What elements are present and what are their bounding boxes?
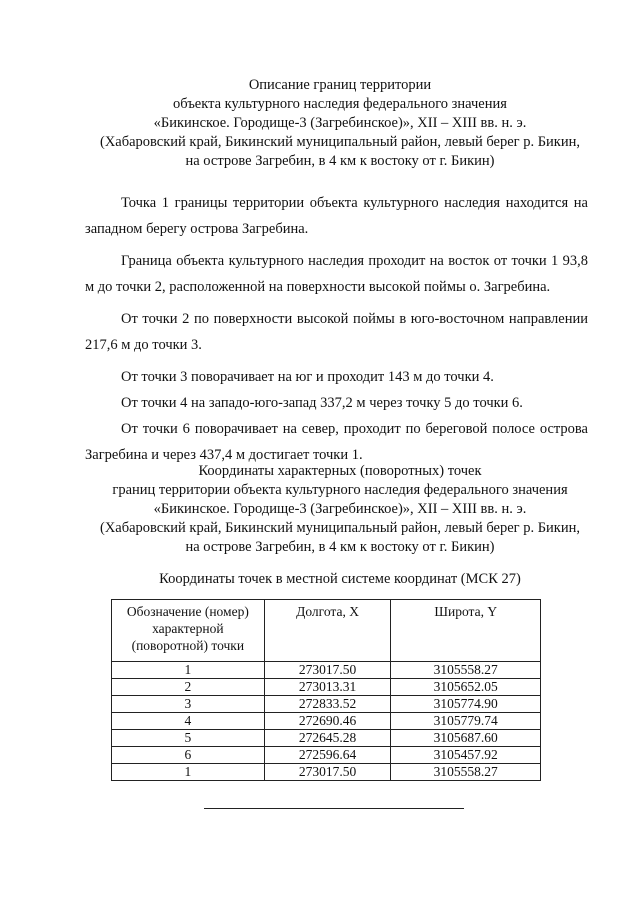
header-line: (поворотной) точки (131, 638, 245, 653)
point-cell: 2 (112, 679, 265, 696)
header-line: Обозначение (номер) (126, 604, 249, 619)
latitude-cell: 3105457.92 (391, 747, 541, 764)
latitude-cell: 3105779.74 (391, 713, 541, 730)
boundary-description (85, 190, 588, 468)
header-line: характерной (152, 621, 224, 636)
description-paragraph-2: Граница объекта культурного наследия проходит на восток от точки 1 93,8 м до точки 2, расположенной на поверхности высокой поймы о. Загребина. (85, 253, 588, 295)
longitude-cell: 273013.31 (264, 679, 391, 696)
coordinates-table (111, 599, 541, 781)
heading-line: Описание границ территории (248, 77, 432, 93)
heading-line: на острове Загребин, в 4 км к востоку от г. Бикин) (185, 539, 495, 555)
heading-line: на острове Загребин, в 4 км к востоку от г. Бикин) (185, 153, 495, 169)
longitude-cell: 272833.52 (264, 696, 391, 713)
longitude-cell: 273017.50 (264, 662, 391, 679)
table-row (112, 730, 541, 747)
longitude-cell: 272690.46 (264, 713, 391, 730)
heading-line: (Хабаровский край, Бикинский муниципальный район, левый берег р. Бикин, (100, 134, 580, 150)
latitude-cell: 3105774.90 (391, 696, 541, 713)
coordinates-heading (60, 462, 620, 557)
heading-line: «Бикинское. Городище-3 (Загребинское)», XII – XIII вв. н. э. (153, 115, 527, 131)
table-row (112, 696, 541, 713)
point-column-header (112, 600, 265, 662)
point-cell: 4 (112, 713, 265, 730)
description-heading (60, 76, 620, 171)
heading-line: Координаты характерных (поворотных) точек (198, 463, 482, 479)
description-paragraph-4: От точки 3 поворачивает на юг и проходит 143 м до точки 4. (121, 369, 494, 385)
table-row (112, 747, 541, 764)
table-row (112, 764, 541, 781)
longitude-cell: 272645.28 (264, 730, 391, 747)
description-paragraph-6: От точки 6 поворачивает на север, проходит по береговой полосе острова Загребина и через 437,4 м достигает точки 1. (85, 421, 588, 463)
heading-line: границ территории объекта культурного наследия федерального значения (112, 482, 568, 498)
latitude-cell: 3105687.60 (391, 730, 541, 747)
longitude-cell: 273017.50 (264, 764, 391, 781)
closing-rule (204, 808, 464, 809)
heading-line: (Хабаровский край, Бикинский муниципальный район, левый берег р. Бикин, (100, 520, 580, 536)
description-paragraph-1: Точка 1 границы территории объекта культурного наследия находится на западном берегу острова Загребина. (85, 195, 588, 237)
heading-line: объекта культурного наследия федерального значения (173, 96, 507, 112)
table-row (112, 679, 541, 696)
latitude-column-header: Широта, Y (391, 600, 541, 662)
table-row (112, 713, 541, 730)
point-cell: 6 (112, 747, 265, 764)
point-cell: 5 (112, 730, 265, 747)
latitude-cell: 3105558.27 (391, 764, 541, 781)
longitude-cell: 272596.64 (264, 747, 391, 764)
heading-line: «Бикинское. Городище-3 (Загребинское)», XII – XIII вв. н. э. (153, 501, 527, 517)
point-cell: 1 (112, 764, 265, 781)
longitude-column-header: Долгота, X (264, 600, 391, 662)
description-paragraph-5: От точки 4 на западо-юго-запад 337,2 м через точку 5 до точки 6. (121, 395, 523, 411)
latitude-cell: 3105652.05 (391, 679, 541, 696)
latitude-cell: 3105558.27 (391, 662, 541, 679)
description-paragraph-3: От точки 2 по поверхности высокой поймы в юго-восточном направлении 217,6 м до точки 3. (85, 311, 588, 353)
table-header-row (112, 600, 541, 662)
point-cell: 3 (112, 696, 265, 713)
table-row (112, 662, 541, 679)
table-caption: Координаты точек в местной системе координат (МСК 27) (159, 571, 521, 587)
point-cell: 1 (112, 662, 265, 679)
